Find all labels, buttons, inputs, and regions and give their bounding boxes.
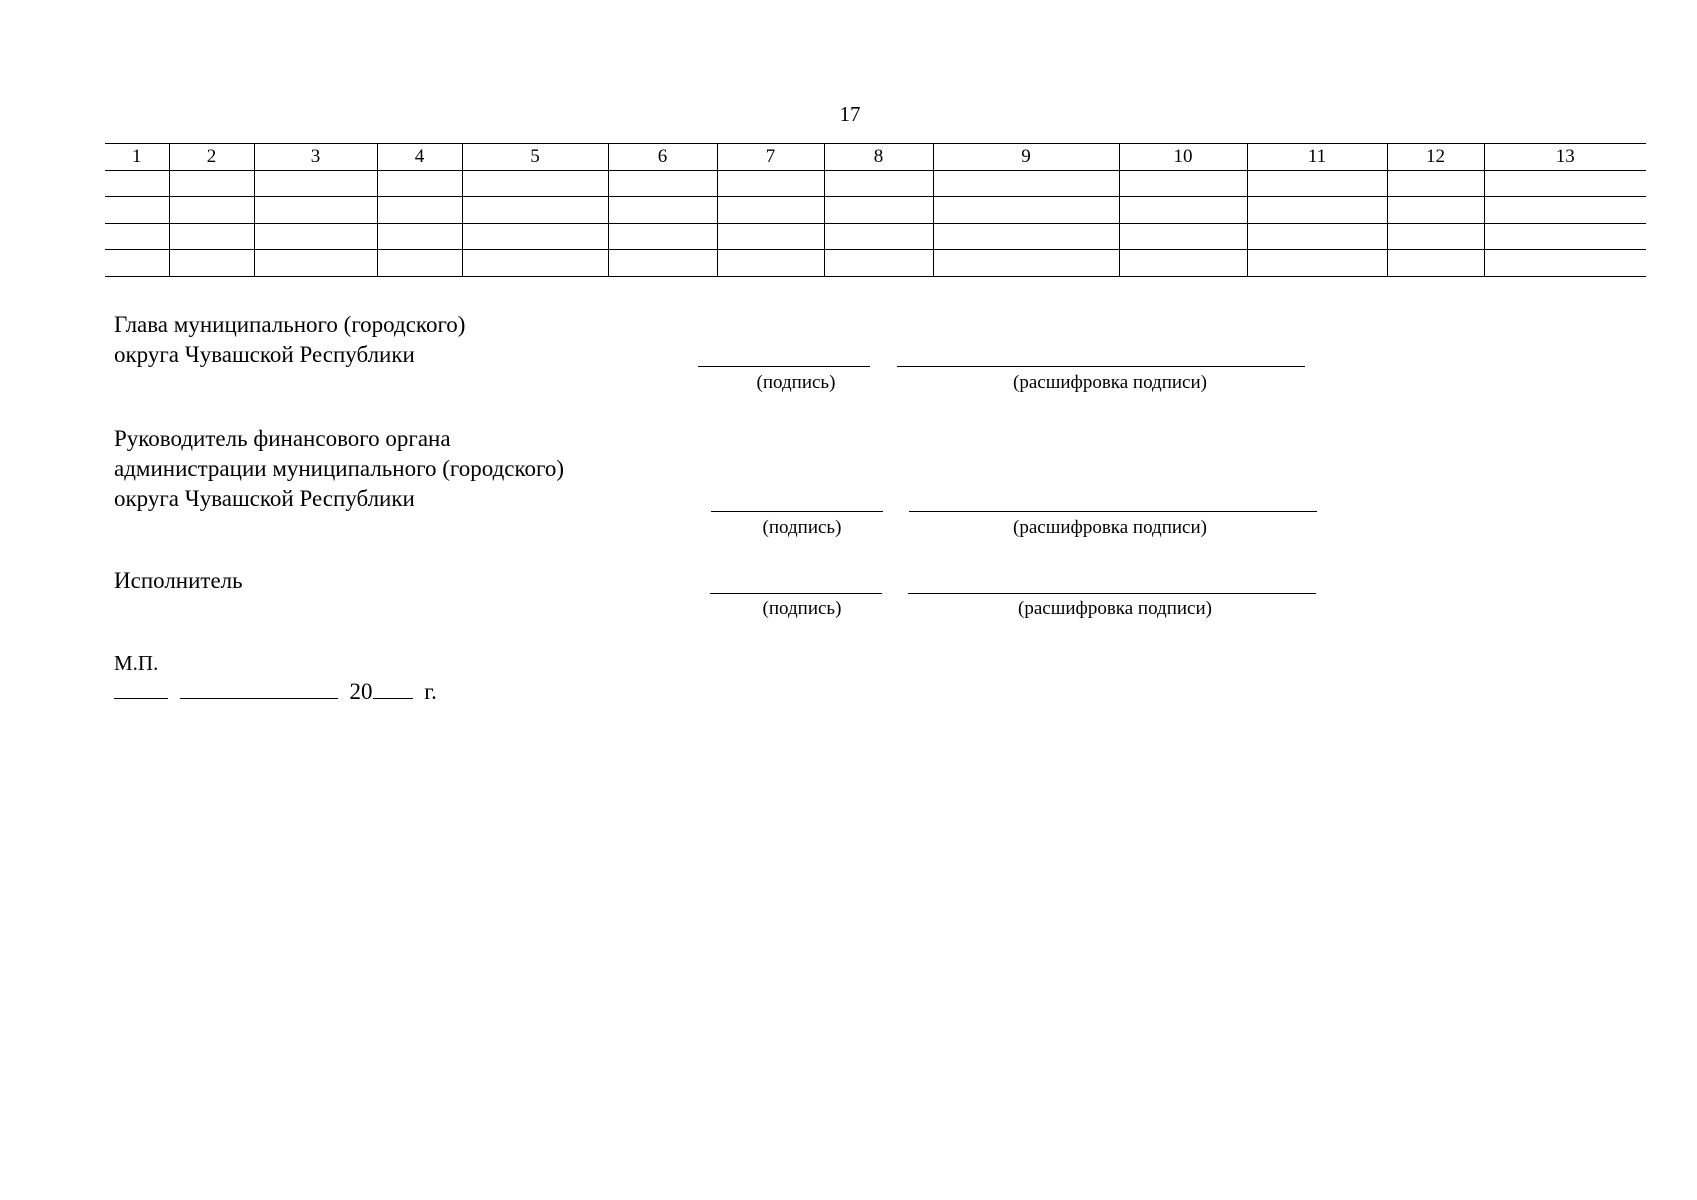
table-cell[interactable] — [1119, 197, 1247, 224]
table-cell[interactable] — [608, 223, 717, 250]
table-row — [105, 223, 1646, 250]
table-cell[interactable] — [824, 170, 933, 197]
table-cell[interactable] — [462, 223, 608, 250]
table-cell[interactable] — [824, 197, 933, 224]
table-cell[interactable] — [1484, 170, 1646, 197]
table-cell[interactable] — [1387, 223, 1484, 250]
date-month-blank[interactable] — [180, 676, 338, 699]
table-cell[interactable] — [824, 223, 933, 250]
table-cell[interactable] — [933, 250, 1119, 277]
date-day-blank[interactable] — [114, 676, 168, 699]
table-cell[interactable] — [1484, 250, 1646, 277]
column-header: 4 — [377, 144, 462, 171]
date-year-prefix: 20 — [349, 679, 373, 704]
table-cell[interactable] — [1387, 170, 1484, 197]
table-row — [105, 250, 1646, 277]
table-cell[interactable] — [169, 197, 254, 224]
table-cell[interactable] — [1119, 250, 1247, 277]
executor-title — [114, 566, 243, 596]
page-number: 17 — [839, 102, 861, 126]
data-table — [105, 143, 1646, 277]
column-header: 8 — [824, 144, 933, 171]
table-cell[interactable] — [1387, 250, 1484, 277]
finance-sign-caption: (подпись) — [762, 517, 842, 538]
finance-title — [114, 424, 564, 514]
table-cell[interactable] — [608, 170, 717, 197]
table-cell[interactable] — [105, 170, 169, 197]
finance-decode-caption: (расшифровка подписи) — [1013, 517, 1207, 538]
table-cell[interactable] — [377, 170, 462, 197]
executor-signature-line[interactable] — [710, 593, 882, 594]
finance-signature-line[interactable] — [711, 511, 883, 512]
table-cell[interactable] — [1484, 223, 1646, 250]
finance-decode-line[interactable] — [909, 511, 1317, 512]
table-cell[interactable] — [933, 197, 1119, 224]
table-body — [105, 170, 1646, 276]
date-year-blank[interactable] — [373, 676, 413, 699]
table-cell[interactable] — [1247, 250, 1387, 277]
column-header: 5 — [462, 144, 608, 171]
table-cell[interactable] — [254, 223, 377, 250]
executor-title-line: Исполнитель — [114, 568, 243, 593]
table-cell[interactable] — [105, 223, 169, 250]
table-cell[interactable] — [169, 250, 254, 277]
table-cell[interactable] — [377, 223, 462, 250]
table-cell[interactable] — [1247, 197, 1387, 224]
stamp-label: М.П. — [114, 651, 159, 675]
table-row — [105, 197, 1646, 224]
head-title-line: Глава муниципального (городского) — [114, 312, 466, 337]
executor-decode-caption: (расшифровка подписи) — [1018, 598, 1212, 619]
table-cell[interactable] — [254, 197, 377, 224]
table-cell[interactable] — [608, 250, 717, 277]
column-header: 3 — [254, 144, 377, 171]
table-cell[interactable] — [169, 223, 254, 250]
table-cell[interactable] — [462, 197, 608, 224]
date-line — [114, 676, 437, 706]
table-cell[interactable] — [717, 170, 824, 197]
head-title — [114, 310, 465, 370]
finance-title-line: администрации муниципального (городского) — [114, 456, 565, 481]
table-cell[interactable] — [169, 170, 254, 197]
table-cell[interactable] — [933, 170, 1119, 197]
column-header: 12 — [1387, 144, 1484, 171]
table-cell[interactable] — [1247, 170, 1387, 197]
table-cell[interactable] — [462, 170, 608, 197]
executor-sign-caption: (подпись) — [762, 598, 842, 619]
table-cell[interactable] — [1247, 223, 1387, 250]
column-header: 11 — [1247, 144, 1387, 171]
table-cell[interactable] — [717, 197, 824, 224]
table-cell[interactable] — [105, 250, 169, 277]
table-cell[interactable] — [462, 250, 608, 277]
table-cell[interactable] — [254, 250, 377, 277]
table-cell[interactable] — [377, 250, 462, 277]
column-header: 10 — [1119, 144, 1247, 171]
head-title-line: округа Чувашской Республики — [114, 342, 415, 367]
table-cell[interactable] — [1387, 197, 1484, 224]
head-sign-caption: (подпись) — [756, 372, 836, 393]
table-cell[interactable] — [1484, 197, 1646, 224]
finance-title-line: Руководитель финансового органа — [114, 426, 451, 451]
table-cell[interactable] — [1119, 170, 1247, 197]
head-decode-line[interactable] — [897, 366, 1305, 367]
table-row — [105, 170, 1646, 197]
column-header: 7 — [717, 144, 824, 171]
table-cell[interactable] — [608, 197, 717, 224]
column-header: 2 — [169, 144, 254, 171]
table-cell[interactable] — [254, 170, 377, 197]
finance-title-line: округа Чувашской Республики — [114, 486, 415, 511]
table-cell[interactable] — [377, 197, 462, 224]
table-header-row — [105, 144, 1646, 171]
head-signature-line[interactable] — [698, 366, 870, 367]
table-cell[interactable] — [824, 250, 933, 277]
column-header: 6 — [608, 144, 717, 171]
date-suffix: г. — [424, 679, 437, 704]
table-cell[interactable] — [1119, 223, 1247, 250]
table-cell[interactable] — [105, 197, 169, 224]
column-header: 1 — [105, 144, 169, 171]
head-decode-caption: (расшифровка подписи) — [1013, 372, 1207, 393]
column-header: 9 — [933, 144, 1119, 171]
table-cell[interactable] — [717, 223, 824, 250]
table-cell[interactable] — [933, 223, 1119, 250]
column-header: 13 — [1484, 144, 1646, 171]
executor-decode-line[interactable] — [908, 593, 1316, 594]
table-cell[interactable] — [717, 250, 824, 277]
